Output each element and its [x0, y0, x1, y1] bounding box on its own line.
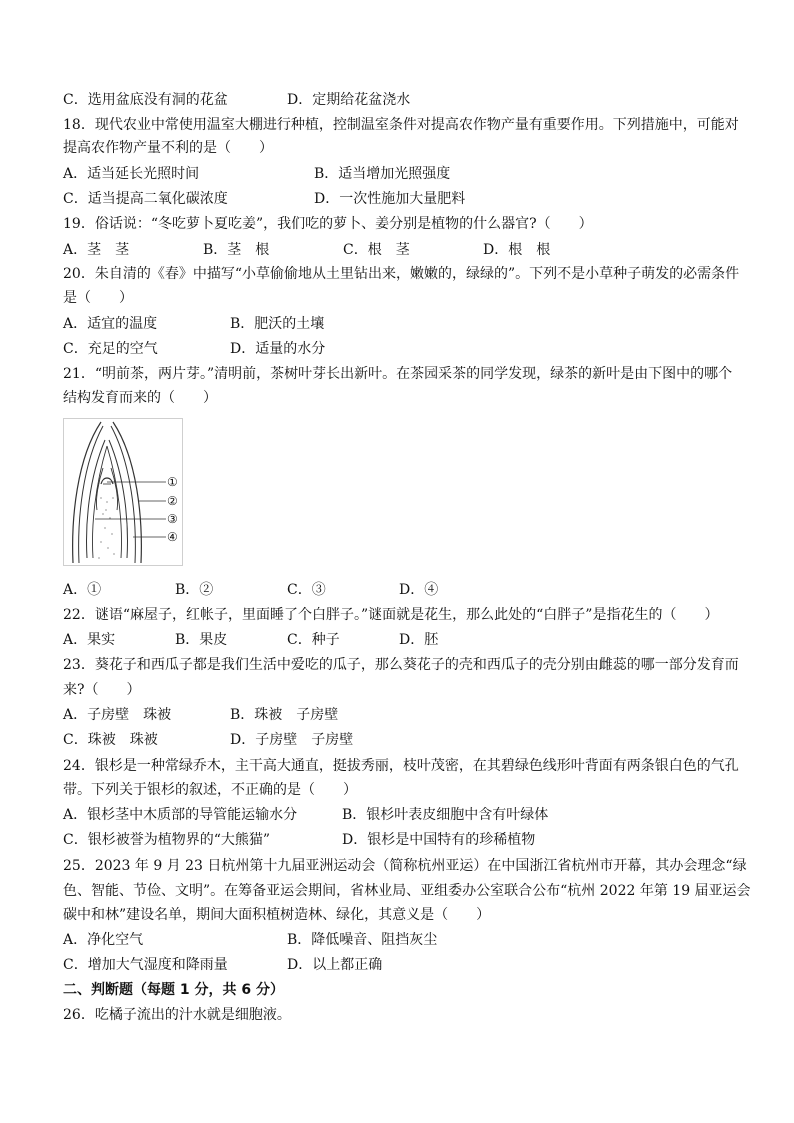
q25-stem-line3: 碳中和林”建设名单，期间大面积植树造林、绿化，其意义是（ ）: [63, 907, 491, 923]
q21-option-b: B．②: [175, 582, 214, 598]
bud-structure-figure: [63, 418, 183, 566]
q18-option-a: A．适当延长光照时间: [63, 166, 200, 182]
q24-stem-line2: 带。下列关于银杉的叙述，不正确的是（ ）: [63, 782, 357, 798]
q20-option-d: D．适量的水分: [230, 341, 326, 357]
leaf-bud-diagram: [63, 418, 183, 566]
q25-option-d: D．以上都正确: [287, 957, 383, 973]
q23-option-c: C．珠被 珠被: [63, 732, 158, 748]
q17-option-c: C．选用盆底没有洞的花盆: [63, 92, 228, 108]
q25-stem-line1: 25．2023 年 9 月 23 日杭州第十九届亚洲运动会（简称杭州亚运）在中国浙江省杭州市开幕，其办会理念“绿: [63, 858, 747, 874]
q25-option-a: A．净化空气: [63, 932, 144, 948]
q25-option-c: C．增加大气湿度和降雨量: [63, 957, 228, 973]
q25-stem-line2: 色、智能、节俭、文明”。在筹备亚运会期间，省林业局、亚组委办公室联合公布“杭州 2022 年第 19 届亚运会: [63, 883, 751, 899]
q20-option-a: A．适宜的温度: [63, 316, 158, 332]
q19-option-a: A．茎 茎: [63, 242, 130, 258]
q18-option-b: B．适当增加光照强度: [314, 166, 451, 182]
q23-stem-line2: 来?（ ）: [63, 682, 141, 698]
q18-stem-line1: 18．现代农业中常使用温室大棚进行种植，控制温室条件对提高农作物产量有重要作用。下列措施中，可能对: [63, 117, 739, 133]
figure-label-4: ④: [167, 530, 178, 544]
q18-option-d: D．一次性施加大量肥料: [314, 191, 466, 207]
q21-option-d: D．④: [399, 582, 439, 598]
q20-option-b: B．肥沃的土壤: [230, 316, 325, 332]
figure-label-1: ①: [167, 475, 178, 489]
q22-option-a: A．果实: [63, 632, 116, 648]
q19-option-c: C．根 茎: [343, 242, 410, 258]
q22-option-b: B．果皮: [175, 632, 228, 648]
q19-stem: 19．俗话说：“冬吃萝卜夏吃姜”，我们吃的萝卜、姜分别是植物的什么器官?（ ）: [63, 216, 593, 232]
q24-option-a: A．银杉茎中木质部的导管能运输水分: [63, 807, 298, 823]
q24-option-d: D．银杉是中国特有的珍稀植物: [342, 832, 536, 848]
q23-option-a: A．子房壁 珠被: [63, 707, 172, 723]
q21-stem-line2: 结构发育而来的（ ）: [63, 390, 217, 406]
q20-stem-line2: 是（ ）: [63, 290, 133, 306]
q21-stem-line1: 21．“明前茶，两片芽。”清明前，茶树叶芽长出新叶。在茶园采茶的同学发现，绿茶的新叶是由下图中的哪个: [63, 366, 733, 382]
q24-option-b: B．银杉叶表皮细胞中含有叶绿体: [342, 807, 549, 823]
q18-option-c: C．适当提高二氧化碳浓度: [63, 191, 228, 207]
q23-option-b: B．珠被 子房壁: [230, 707, 339, 723]
q21-option-c: C．③: [287, 582, 326, 598]
q20-option-c: C．充足的空气: [63, 341, 158, 357]
q26-stem: 26．吃橘子流出的汁水就是细胞液。: [63, 1007, 291, 1023]
q24-option-c: C．银杉被誉为植物界的“大熊猫”: [63, 832, 271, 848]
q22-stem: 22．谜语“麻屋子，红帐子，里面睡了个白胖子。”谜面就是花生，那么此处的“白胖子”是指花生的（ ）: [63, 607, 719, 623]
figure-label-2: ②: [167, 494, 178, 508]
q24-stem-line1: 24．银杉是一种常绿乔木，主干高大通直，挺拔秀丽，枝叶茂密，在其碧绿色线形叶背面有两条银白色的气孔: [63, 758, 739, 774]
q20-stem-line1: 20．朱自清的《春》中描写“小草偷偷地从土里钻出来，嫩嫩的，绿绿的”。下列不是小草种子萌发的必需条件: [63, 266, 740, 282]
q19-option-d: D．根 根: [483, 242, 551, 258]
q22-option-c: C．种子: [287, 632, 340, 648]
figure-label-3: ③: [167, 512, 178, 526]
q23-option-d: D．子房壁 子房壁: [230, 732, 354, 748]
q17-option-d: D．定期给花盆浇水: [287, 92, 411, 108]
q19-option-b: B．茎 根: [203, 242, 270, 258]
section-heading-true-false: 二、判断题（每题 1 分，共 6 分）: [63, 982, 284, 998]
q23-stem-line1: 23．葵花子和西瓜子都是我们生活中爱吃的瓜子，那么葵花子的壳和西瓜子的壳分别由雌蕊的哪一部分发育而: [63, 657, 739, 673]
q21-option-a: A．①: [63, 582, 102, 598]
q25-option-b: B．降低噪音、阻挡灰尘: [287, 932, 438, 948]
q18-stem-line2: 提高农作物产量不利的是（ ）: [63, 140, 273, 156]
q22-option-d: D．胚: [399, 632, 439, 648]
